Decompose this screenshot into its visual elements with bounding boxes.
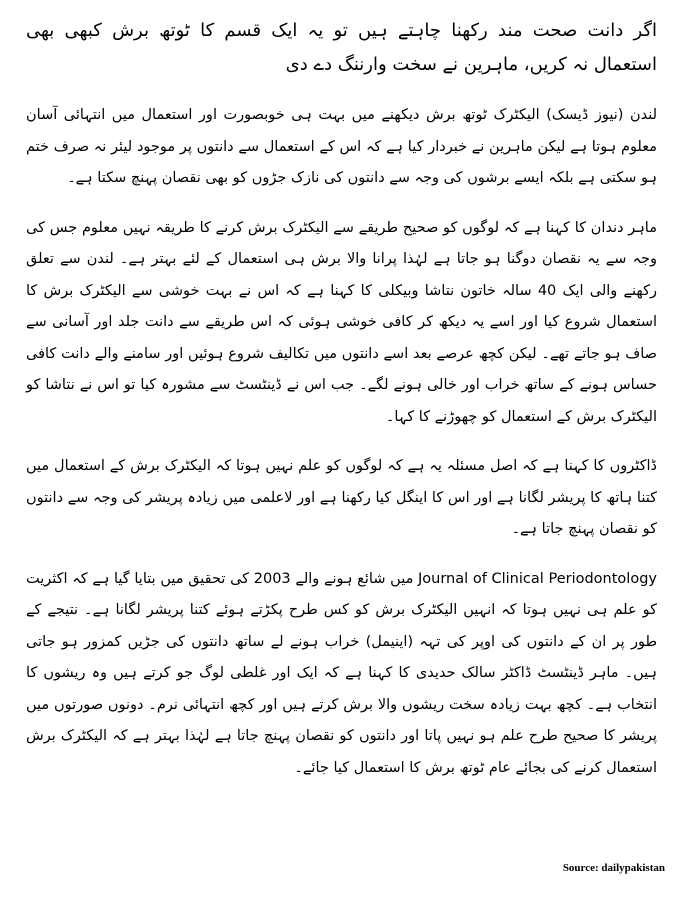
source-credit: Source: dailypakistan xyxy=(562,862,665,874)
article-paragraph-1: لندن (نیوز ڈیسک) الیکٹرک ٹوتھ برش دیکھنے میں بہت ہی خوبصورت اور استعمال میں انتہائی آسان معلوم ہوتا ہے لیکن ماہرین نے خبردار کیا ہے کہ اس کے استعمال سے دانتوں پر موجود لیئر نہ صرف ختم ہو سکتی ہے بلکہ ایسے برشوں کی وجہ سے دانتوں کی نازک جڑوں کو بھی نقصان پہنچ سکتا ہے۔ xyxy=(26,107,657,186)
article-paragraph-3: ڈاکٹروں کا کہنا ہے کہ اصل مسئلہ یہ ہے کہ لوگوں کو علم نہیں ہوتا کہ الیکٹرک برش کے استعمال میں کتنا ہاتھ کا پریشر لگانا ہے اور اس کا اینگل کیا رکھنا ہے اور لاعلمی میں زیادہ پریشر کی وجہ سے دانتوں کو نقصان پہنچ جاتا ہے۔ xyxy=(26,458,657,537)
article-paragraph-2: ماہر دندان کا کہنا ہے کہ لوگوں کو صحیح طریقے سے الیکٹرک برش کرنے کا طریقہ نہیں معلوم جس کی وجہ سے یہ نقصان دوگنا ہو جاتا ہے لہٰذا پرانا والا برش ہی استعمال کے لئے بہتر ہے۔ لندن سے تعلق رکھنے والی ایک 40 سالہ خاتون نتاشا وبیکلی کا کہنا ہے کہ اس نے بہت خوشی سے الیکٹرک برش کا استعمال شروع کیا اور اسے یہ دیکھ کر کافی خوشی ہوئی کہ اس طریقے سے دانت جلد اور آسانی سے صاف ہو جاتے تھے۔ لیکن کچھ عرصے بعد اسے دانتوں میں تکالیف شروع ہوئیں اور سامنے والے دانت کافی حساس ہونے کے ساتھ خراب اور خالی ہونے لگے۔ جب اس نے ڈینٹسٹ سے مشورہ کیا تو اس نے نتاشا کو الیکٹرک برش کے استعمال کو چھوڑنے کا کہا۔ xyxy=(26,219,657,425)
article-paragraph-4: Journal of Clinical Periodontology میں شائع ہونے والے 2003 کی تحقیق میں بتایا گیا ہے کہ اکثریت کو علم ہی نہیں ہوتا کہ انہیں الیکٹرک برش کو کس طرح پکڑتے ہوئے کتنا پریشر لگانا ہے۔ نتیجے کے طور پر ان کے دانتوں کی اوپر کی تہہ (اینیمل) خراب ہونے لے ساتھ دانتوں کی جڑیں کمزور ہو جاتی ہیں۔ ماہر ڈینٹسٹ ڈاکٹر سالک حدیدی کا کہنا ہے کہ ایک اور غلطی لوگ جو کرتے ہیں وہ ریشوں کا انتخاب ہے۔ کچھ بہت زیادہ سخت ریشوں والا برش کرتے ہیں اور کچھ انتہائی نرم۔ دونوں صورتوں میں پریشر کا صحیح طرح علم ہو نہیں پاتا اور دانتوں کو نقصان پہنچ جاتا ہے لہٰذا بہتر ہے کہ الیکٹرک برش استعمال کرنے کی بجائے عام ٹوتھ برش کا استعمال کیا جائے۔ xyxy=(26,570,657,776)
article-headline: اگر دانت صحت مند رکھنا چاہتے ہیں تو یہ ایک قسم کا ٹوتھ برش کبھی بھی استعمال نہ کریں، ماہرین نے سخت وارننگ دے دی xyxy=(26,20,657,75)
